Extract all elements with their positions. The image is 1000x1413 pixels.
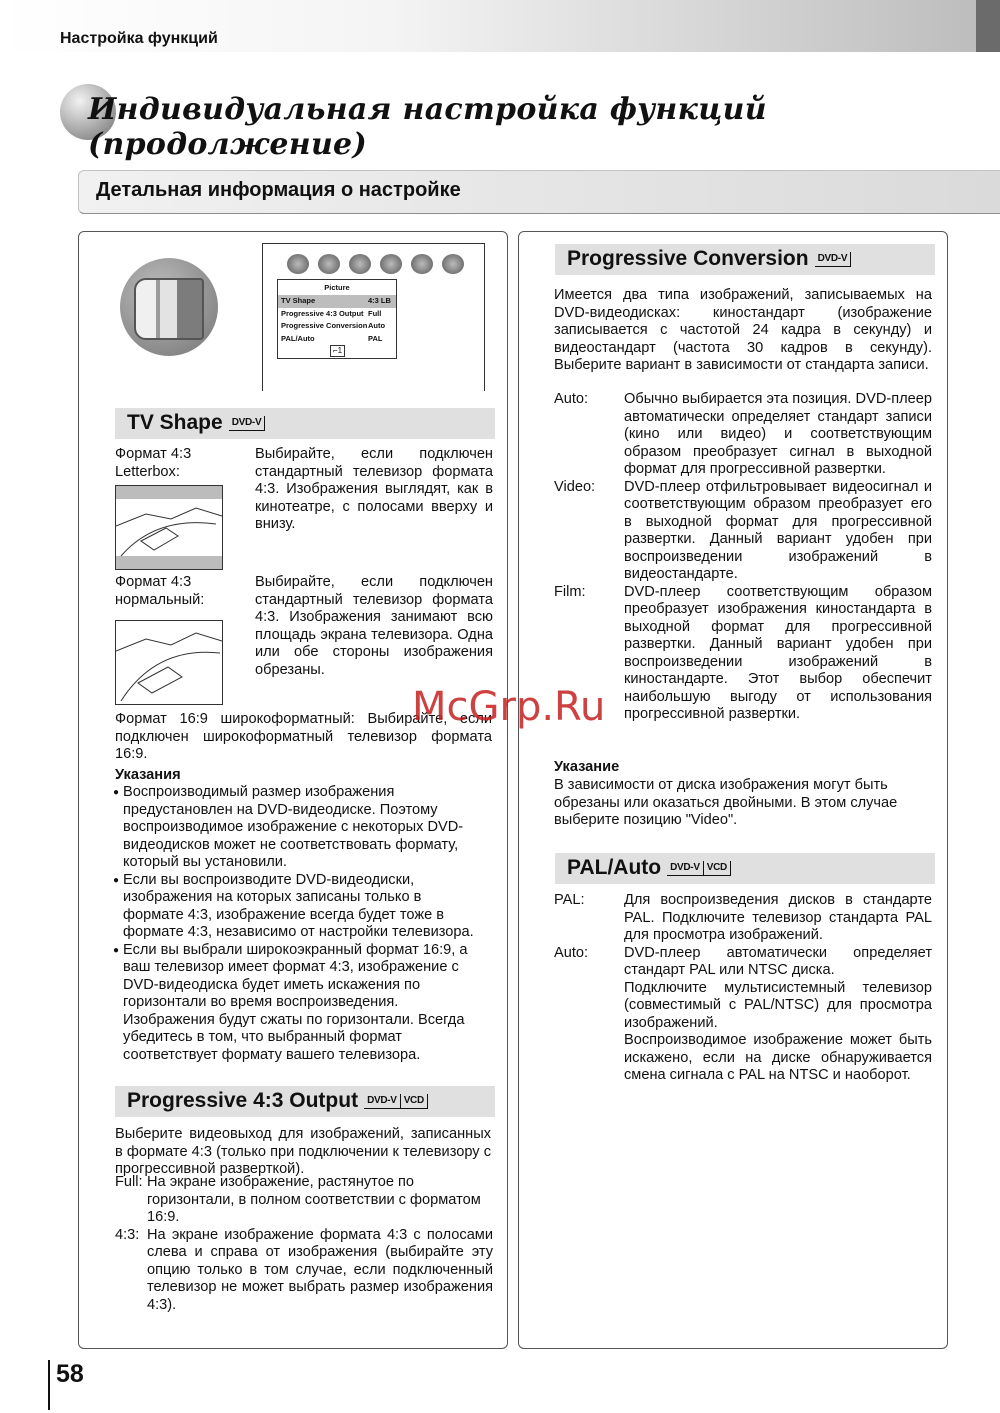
osd-row-progressive-output: Progressive 4:3 Output Full [281,308,382,318]
progressive-conversion-note-title: Указание [554,759,620,775]
progressive-conversion-options [554,391,932,724]
list-item: ● Если вы воспроизводите DVD-видеодиски, изображения на которых записаны только в формате 4:3, изображение всегда будет тоже в формате 4:3, независимо от настройки телевизора. [113,872,481,942]
list-item: ● Если вы выбрали широкоэкранный формат 16:9, а ваш телевизор имеет формат 4:3, изображение с DVD-видеодиска будет иметь искажения по горизонтали во время воспроизведения. Изображения будут сжаты по горизонтали. Всегда убедитесь в том, что выбранный формат соответствует формату вашего телевизора. [113,942,481,1065]
dvd-v-badge: DVD-V [364,1094,401,1109]
letterbox-text: Выбирайте, если подключен стандартный телевизор формата 4:3. Изображения выглядят, как в кинотеатре, с полосами вверху и внизу. [255,446,493,532]
tv-icon [120,258,218,356]
full-text: На экране изображение, растянутое по горизонтали, в полном соответствии с форматом 16:9. [147,1174,481,1225]
progressive-conversion-note: В зависимости от диска изображения могут быть обрезаны или оказаться двойными. В этом случае выберите позицию "Video". [554,777,898,828]
osd-icon-row [285,254,465,276]
watermark: McGrp.Ru [412,684,606,730]
ratio-text: На экране изображение формата 4:3 с полосами слева и справа от изображения (выбирайте эту опцию только в том случае, если подключенный телевизор не может выбрать размер изображения 4:3). [147,1226,493,1313]
tv-shape-heading: TV Shape [127,411,223,434]
top-bar-edge [976,0,1000,52]
page-number-rule [48,1360,50,1410]
section-label: Настройка функций [60,30,218,47]
osd-menu-title: Picture [324,283,350,292]
progressive-43-full [115,1174,493,1314]
osd-return-icon: ⌐1 [330,345,345,357]
pal-auto-options [554,892,932,1085]
pal-auto-heading: PAL/Auto [567,856,662,879]
progressive-conversion-heading-bar [555,244,935,275]
vcd-badge: VCD [401,1094,428,1109]
page-number: 58 [56,1360,84,1388]
dvd-v-badge: DVD-V [815,252,852,267]
progressive-43-heading-bar [115,1086,495,1117]
box-icon [442,254,464,274]
auto-key: Auto: [554,391,589,407]
normal-illustration [115,620,223,705]
list-item: ● Воспроизводимый размер изображения предустановлен на DVD-видеодиске. Поэтому воспроизводимое изображение с некоторых DVD-видеодисков может не соответствовать формату, который вы установили. [113,784,481,872]
osd-row-tv-shape: TV Shape 4:3 LB [278,295,396,308]
auto-key: Auto: [554,944,589,961]
full-key: Full: [115,1174,143,1190]
keyboard-icon [411,254,433,274]
disc-icon [349,254,371,274]
video-key: Video: [554,478,596,495]
ratio-key: 4:3: [115,1226,140,1243]
auto-text-1: DVD-плеер автоматически определяет стандарт PAL или NTSC диска. [624,944,932,978]
dvd-v-badge: DVD-V [229,416,266,431]
tv-shape-notes [113,784,481,1064]
normal-text: Выбирайте, если подключен стандартный телевизор формата 4:3. Изображения занимают всю площадь экрана телевизора. Одна или обе стороны изображения обрезаны. [255,574,493,678]
page-title: Индивидуальная настройка функций (продолжение) [88,92,767,162]
pal-key: PAL: [554,892,585,908]
dvd-v-badge: DVD-V [667,861,704,876]
video-text: DVD-плеер отфильтровывает видеосигнал и соответствующим образом преобразует его в выходной формат для прогрессивной развертки. Данный вариант удобен при воспроизведении изображений в видеостандарте. [624,478,932,582]
audio-icon [318,254,340,274]
vcd-badge: VCD [704,861,731,876]
progressive-43-intro: Выберите видеовыход для изображений, записанных в формате 4:3 (только при подключении к телевизору с прогрессивной разверткой). [115,1126,491,1177]
speaker-icon [380,254,402,274]
osd-row-pal-auto: PAL/Auto PAL [281,333,383,343]
wide-text: Формат 16:9 широкоформатный: Выбирайте, если подключен широкоформатный телевизор формата 16:9. [115,711,492,762]
auto-text-3: Воспроизводимое изображение может быть искажено, если на диске обнаруживается смена сигнала с PAL на NTSC и наоборот. [624,1032,932,1083]
pal-auto-heading-bar [555,853,935,884]
auto-text: Обычно выбирается эта позиция. DVD-плеер автоматически определяет стандарт записи (кино или видео) и соответствующим образом преобразует сигнал в выходной формат для прогрессивной развертки. [624,391,932,477]
progressive-conversion-intro: Имеется два типа изображений, записываемых на DVD-видеодисках: киностандарт (изображение записывается с частотой 24 кадра в секунду) и видеостандарт (частота 30 кадров в секунду). Выберите вариант в зависимости от стандарта записи. [554,287,932,373]
auto-text-2: Подключите мультисистемный телевизор (совместимый с PAL/NTSC) для просмотра изображений. [624,979,932,1031]
picture-icon [287,254,309,274]
pal-text: Для воспроизведения дисков в стандарте PAL. Подключите телевизор стандарта PAL для просмотра изображений. [624,892,932,943]
progressive-43-heading: Progressive 4:3 Output [127,1089,359,1112]
tv-shape-heading-bar [115,408,495,439]
subtitle: Детальная информация о настройке [96,179,461,201]
letterbox-label: Формат 4:3 Letterbox: [115,446,192,480]
progressive-conversion-heading: Progressive Conversion [567,247,809,270]
normal-label: Формат 4:3 нормальный: [115,574,205,608]
osd-row-progressive-conversion: Progressive Conversion Auto [281,321,386,330]
letterbox-illustration [115,485,223,570]
tv-shape-notes-title: Указания [115,767,181,783]
film-key: Film: [554,583,586,600]
film-text: DVD-плеер соответствующим образом преобразует изображения киностандарта в выходной формат для прогрессивной развертки. Данный вариант удобен при воспроизведении изображений в киностандарте. Этот выбор обеспечит наибольшую выгоду от использования прогрессивной развертки. [624,583,932,722]
